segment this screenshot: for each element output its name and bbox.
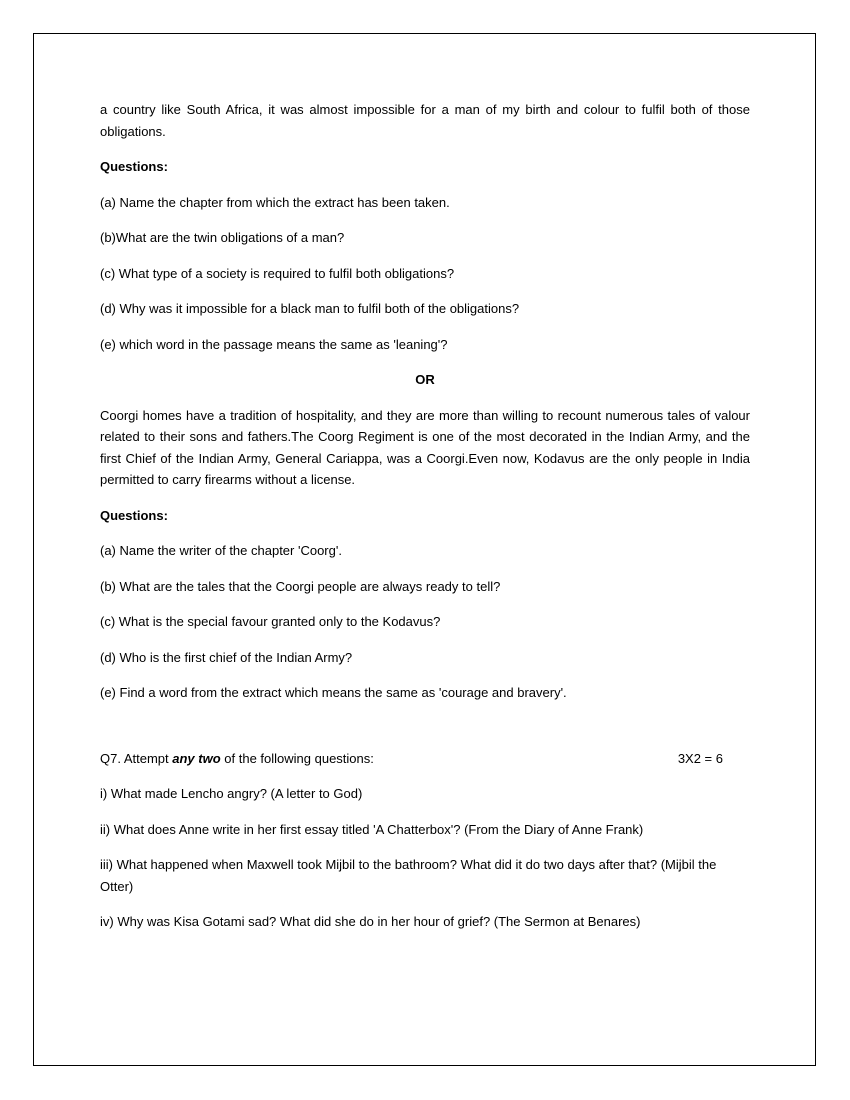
q7-heading-row: [100, 748, 723, 770]
q7-item-iii: iii) What happened when Maxwell took Mijbil to the bathroom? What did it do two days after that? (Mijbil the Otter): [100, 857, 717, 894]
q7-marks: 3X2 = 6: [677, 750, 723, 766]
questions-heading-2: Questions:: [100, 507, 168, 523]
question-1a: (a) Name the chapter from which the extract has been taken.: [100, 194, 450, 210]
q7-instruction: Q7. Attempt any two of the following questions:: [100, 750, 374, 766]
question-2b: (b) What are the tales that the Coorgi people are always ready to tell?: [100, 578, 501, 594]
q7-item-iv: iv) Why was Kisa Gotami sad? What did she do in her hour of grief? (The Sermon at Benares): [100, 914, 641, 929]
q7-item-ii: ii) What does Anne write in her first essay titled 'A Chatterbox'? (From the Diary of Anne Frank): [100, 821, 644, 837]
page-content: [100, 99, 750, 947]
question-1e: (e) which word in the passage means the same as 'leaning'?: [100, 336, 448, 352]
questions-heading-1: Questions:: [100, 159, 168, 174]
question-1b: (b)What are the twin obligations of a man?: [100, 230, 345, 245]
q7-emphasis: any two: [172, 750, 221, 766]
q7-item-i: i) What made Lencho angry? (A letter to God): [100, 786, 363, 801]
question-2d: (d) Who is the first chief of the Indian Army?: [100, 649, 353, 665]
passage-1-tail: a country like South Africa, it was almost impossible for a man of my birth and colour to fulfil both of those obligations.: [100, 102, 750, 139]
question-2a: (a) Name the writer of the chapter 'Coorg'.: [100, 543, 342, 558]
question-1c: (c) What type of a society is required to fulfil both obligations?: [100, 265, 455, 281]
or-separator: OR: [415, 372, 435, 387]
question-2c: (c) What is the special favour granted only to the Kodavus?: [100, 614, 441, 629]
passage-2-coorg: Coorgi homes have a tradition of hospitality, and they are more than willing to recount numerous tales of valour related to their sons and fathers.The Coorg Regiment is one of the most decorated in the Indian Army, and the first Chief of the Indian Army, General Cariappa, was a Coorgi.Even now, Kodavus are the only people in India permitted to carry firearms without a license.: [100, 407, 750, 487]
question-2e: (e) Find a word from the extract which means the same as 'courage and bravery'.: [100, 685, 567, 700]
question-1d: (d) Why was it impossible for a black man to fulfil both of the obligations?: [100, 301, 520, 316]
